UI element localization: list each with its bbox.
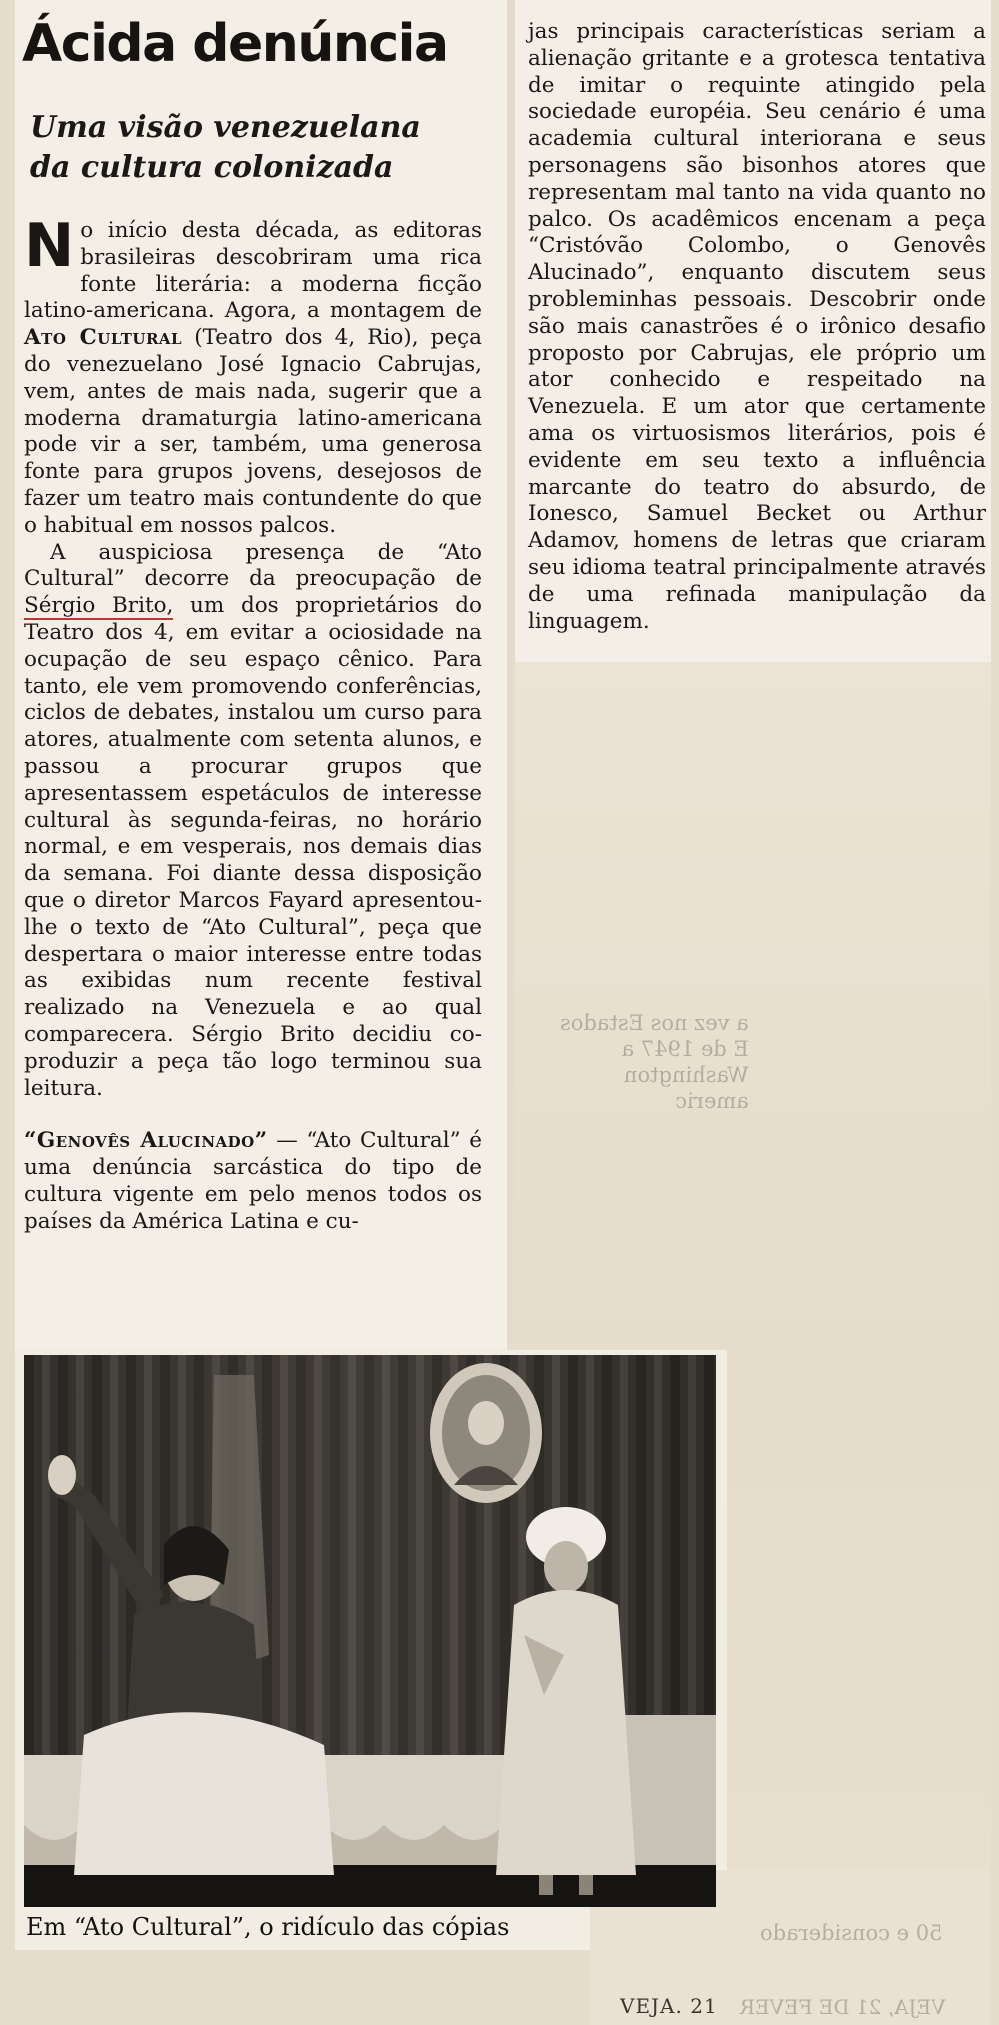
paragraph-3: “Genovês Alucinado” — “Ato Cultural” é uma denúncia sarcástica do tipo de cultura vigente em pelo menos todos os países da América Latina e cu-: [24, 1128, 482, 1234]
bleed-through-folio: VEJA, 21 DE FEVER: [740, 1995, 946, 2019]
bleed-through-text: a vez nos Estados E de 1947 a Washington americ: [560, 1011, 749, 1113]
theatre-photo: [24, 1355, 716, 1907]
subtitle: Uma visão venezuelana da cultura colonizada: [30, 110, 421, 185]
article-body-right: [528, 19, 986, 635]
drop-cap: N: [24, 211, 75, 281]
paragraph-1: No início desta década, as editoras brasileiras descobriram uma rica fonte literária: a moderna ficção latino-americana. Agora, a montagem de Ato Cultural (Teatro dos 4, Rio), peça do venezuelano José Ignacio Cabrujas, vem, antes de mais nada, sugerir que a moderna dramaturgia latino-americana pode vir a ser, também, uma generosa fonte para grupos jovens, desejosos de fazer um teatro mais contundente do que o habitual em nossos palcos.: [24, 211, 482, 538]
section-lead: “Genovês Alucinado”: [24, 1128, 268, 1154]
stage-scene-image: [24, 1355, 716, 1907]
photo-caption: Em “Ato Cultural”, o ridículo das cópias: [26, 1913, 510, 1941]
page-folio: VEJA. 21: [620, 1994, 718, 2018]
underlined-name: Sérgio Brito,: [24, 593, 174, 619]
bleed-through-footer: 50 e considerado: [760, 1921, 943, 1945]
play-title: Ato Cultural: [24, 325, 183, 351]
headline: Ácida denúncia: [22, 14, 448, 74]
paragraph-2: A auspiciosa presença de “Ato Cultural” decorre da preocupação de Sérgio Brito, um dos proprietários do Teatro dos 4, em evitar a ociosidade na ocupação de seu espaço cênico. Para tanto, ele vem promovendo conferências, ciclos de debates, instalou um curso para atores, atualmente com setenta alunos, e passou a procurar grupos que apresentassem espetáculos de interesse cultural às segunda-feiras, no horário normal, e em vesperais, nos demais dias da semana. Foi diante dessa disposição que o diretor Marcos Fayard apresentou-lhe o texto de “Ato Cultural”, peça que despertara o maior interesse entre todas as exibidas num recente festival realizado na Venezuela e ao qual comparecera. Sérgio Brito decidiu co-produzir a peça tão logo terminou sua leitura.: [24, 539, 482, 1101]
article-body-left: [24, 211, 482, 1235]
paragraph-right: jas principais características seriam a alienação gritante e a grotesca tentativa de imitar o requinte atingido pela sociedade européia. Seu cenário é uma academia cultural interiorana e seus personagens são bisonhos atores que representam mal tanto na vida quanto no palco. Os acadêmicos encenam a peça “Cristóvão Colombo, o Genovês Alucinado”, enquanto discutem seus probleminhas pessoais. Descobrir onde são mais canastrões é o irônico desafio proposto por Cabrujas, ele próprio um ator conhecido e respeitado na Venezuela. E um ator que certamente ama os virtuosismos literários, pois é evidente em seu texto a influência marcante do teatro do absurdo, de Ionesco, Samuel Becket ou Arthur Adamov, homens de letras que criaram seu idioma teatral principalmente através de uma refinada manipulação da linguagem.: [528, 19, 986, 634]
